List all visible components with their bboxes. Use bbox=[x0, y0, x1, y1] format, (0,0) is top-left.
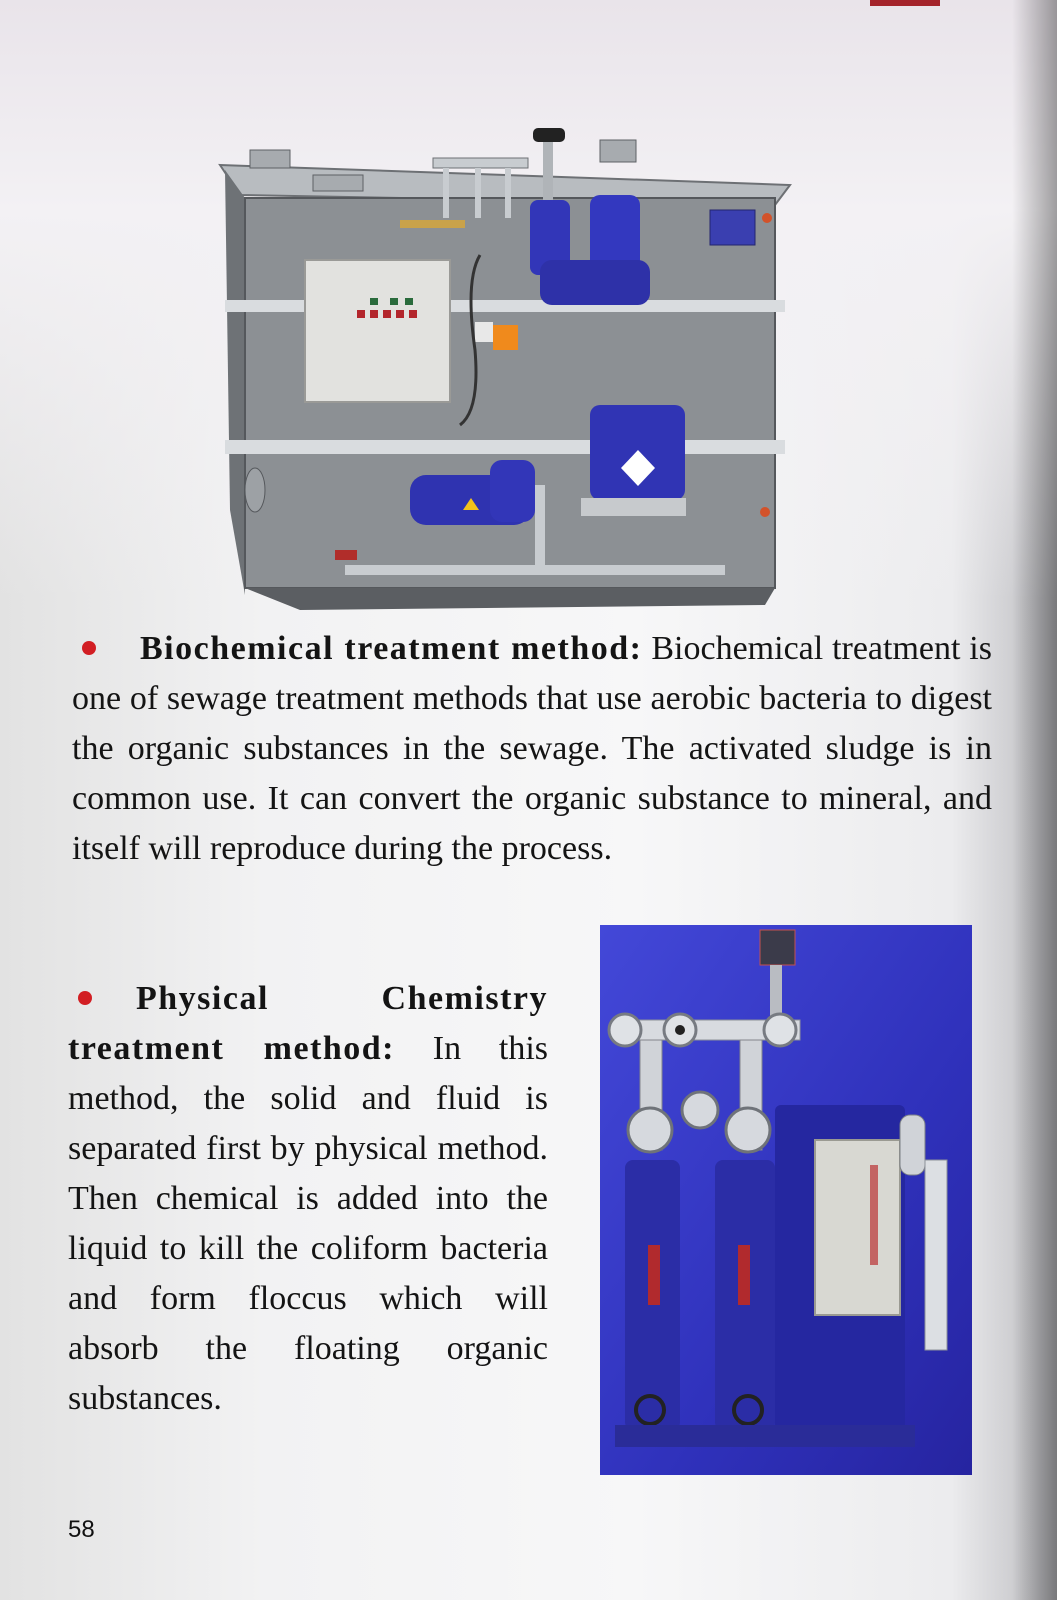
physical-chemistry-unit-photo bbox=[600, 925, 972, 1475]
page-number: 58 bbox=[68, 1516, 95, 1543]
top-edge-mark bbox=[870, 0, 940, 6]
page-edge-shadow bbox=[1012, 0, 1057, 1600]
section-body: In this method, the solid and fluid is separated first by physical method. Then chemical is added into the liquid to kill the coliform bacteria and form floccus which will absorb the floating organic substances. bbox=[68, 1030, 549, 1417]
bullet-icon bbox=[78, 991, 92, 1005]
biochemical-treatment-unit-photo bbox=[205, 110, 815, 610]
bullet-icon bbox=[82, 641, 96, 655]
section-heading: Biochemical treatment method: bbox=[140, 630, 643, 667]
biochemical-section bbox=[72, 624, 992, 874]
physical-chemistry-section bbox=[68, 974, 548, 1424]
section-heading: Physical Chemistry treatment method: bbox=[68, 980, 548, 1067]
section-body: Biochemical treatment is one of sewage treatment methods that use aerobic bacteria to digest the organic substances in the sewage. The activated sludge is in common use. It can convert the organic substance to mineral, and itself will reproduce during the process. bbox=[72, 630, 992, 867]
